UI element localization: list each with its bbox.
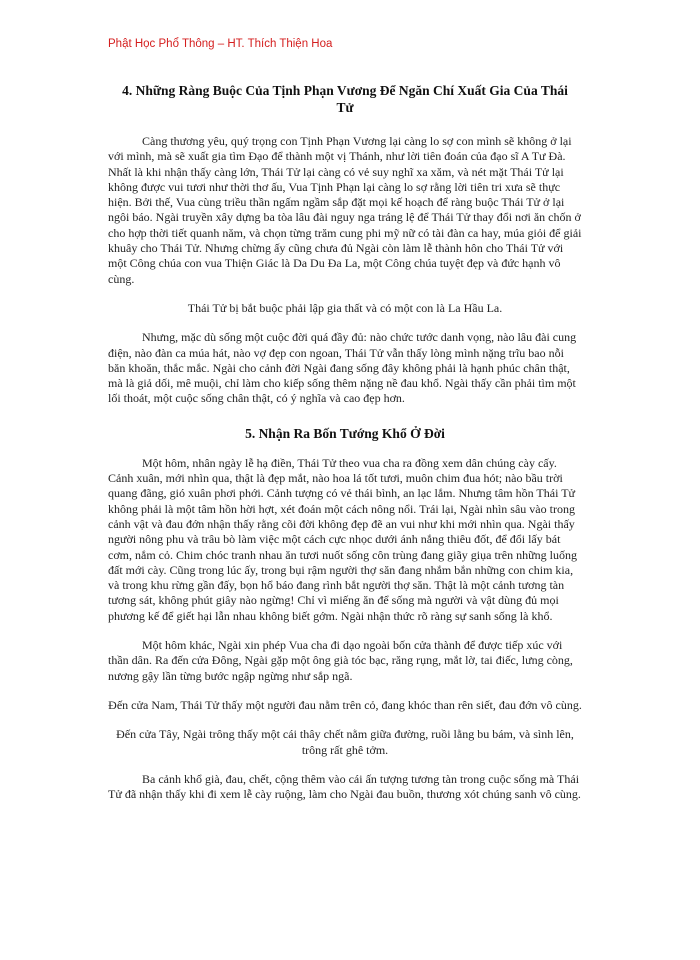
section-5-paragraph-2: Một hôm khác, Ngài xin phép Vua cha đi dạo ngoài bốn cửa thành để được tiếp xúc với thần dân. Ra đến cửa Đông, Ngài gặp một ông già tóc bạc, răng rụng, mắt lờ, tai điếc, lưng còng, nương gậy lần từng bước ngập ngừng như sắp ngã. <box>108 638 573 683</box>
section-5-paragraph-3: Đến cửa Nam, Thái Tử thấy một người đau nằm trên cỏ, đang khóc than rên siết, đau đớn vô cùng. <box>108 697 582 712</box>
section-5-paragraph-1: Một hôm, nhân ngày lễ hạ điền, Thái Tử theo vua cha ra đồng xem dân chúng cày cấy. Cảnh xuân, mới nhìn qua, thật là đẹp mắt, nào hoa lá tốt tươi, muôn chim đua hót; nào bầu trời quang đãng, gió xuân phơi phới. Cảnh tượng có vẻ thái bình, an lạc lắm. Nhưng tâm hồn Thái Tử không phải là một tâm hồn hời hợt, xét đoán một cách nông nổi. Trái lại, Ngài nhìn sâu vào trong cảnh vật và đau đớn nhận thấy rằng cõi đời không đẹp đẽ an vui như khi mới nhìn qua. Ngài thấy người nông phu và trâu bò làm việc một cách cực nhọc dưới ánh nắng thiêu đốt, để đổi lấy bát cơm, nắm cỏ. Chim chóc tranh nhau ăn tươi nuốt sống côn trùng đang giãy giụa trên những luống đất mới cày. Cũng trong lúc ấy, trong bụi rậm người thợ săn đang nhắm bắn những con chim kia, và trong khu rừng gần đấy, bọn hổ báo đang rình bắt người thợ săn. Thật là một cảnh tương tàn tương sát, không phút giây nào ngừng! Chỉ vì miếng ăn để sống mà người và vật dùng đủ mọi phương kế để giết hại lẫn nhau không biết gớm. Ngài nhận thức rõ ràng sự sanh sống là khổ. <box>108 455 577 623</box>
running-header: Phật Học Phổ Thông – HT. Thích Thiện Hoa <box>108 38 333 50</box>
document-body <box>108 82 582 816</box>
section-4-paragraph-2: Thái Tử bị bắt buộc phải lập gia thất và có một con là La Hầu La. <box>187 300 503 315</box>
section-5-paragraph-5: Ba cảnh khổ già, đau, chết, cộng thêm vào cái ấn tượng tương tàn trong cuộc sống mà Thái Tử đã nhận thấy khi đi xem lễ cày ruộng, làm cho Ngài đau buồn, thương xót chúng sanh vô cùng. <box>108 771 581 802</box>
section-4-paragraph-1: Càng thương yêu, quý trọng con Tịnh Phạn Vương lại càng lo sợ con mình sẽ không ở lại với mình, mà sẽ xuất gia tìm Đạo để thành một vị Thánh, như lời tiên đoán của đạo sĩ A Tư Đà. Nhất là khi nhận thấy càng lớn, Thái Tử lại càng có vẻ suy nghĩ xa xăm, và nét mặt Thái Tử lại không được vui tươi như thời thơ ấu, Vua Tịnh Phạn lại càng lo sợ rằng lời tiên tri xưa sẽ thực hiện. Bởi thế, Vua cùng triều thần ngấm ngầm sắp đặt mọi kế hoạch để ràng buộc Thái Tử ở lại ngôi báo. Ngài truyền xây dựng ba tòa lâu đài nguy nga tráng lệ để Thái Tử thay đổi nơi ăn chốn ở cho hợp thời tiết quanh năm, và chọn từng trăm cung phi mỹ nữ có tài đàn ca hay, múa giỏi để giải khuây cho Thái Tử. Nhưng chừng ấy cũng chưa đủ Ngài còn làm lễ thành hôn cho Thái Tử với một Công chúa con vua Thiện Giác là Da Du Đa La, một Công chúa tuyệt đẹp và đức hạnh vô cùng. <box>108 134 582 286</box>
section-4-paragraph-3: Nhưng, mặc dù sống một cuộc đời quá đầy đủ: nào chức tước danh vọng, nào lâu đài cung điện, nào đàn ca múa hát, nào vợ đẹp con ngoan, Thái Tử vẫn thấy lòng mình nặng trĩu bao nỗi băn khoăn, thắc mắc. Ngài cho cảnh đời Ngài đang sống đây không phải là hạnh phúc chân thật, mà là giả dối, mê muội, chỉ làm cho kiếp sống thêm nặng nề đau khổ. Ngài thấy cần phải tìm một lối thoát, một cuộc sống chân thật, có ý nghĩa và cao đẹp hơn. <box>108 330 577 406</box>
section-5-title: 5. Nhận Ra Bốn Tướng Khổ Ở Đời <box>245 425 445 441</box>
section-5-paragraph-4: Đến cửa Tây, Ngài trông thấy một cái thây chết nằm giữa đường, ruồi lằng bu bám, và sình lên, trông rất ghê tởm. <box>116 727 574 757</box>
section-4-title: 4. Những Ràng Buộc Của Tịnh Phạn Vương Để Ngăn Chí Xuất Gia Của Thái Tử <box>122 83 568 115</box>
